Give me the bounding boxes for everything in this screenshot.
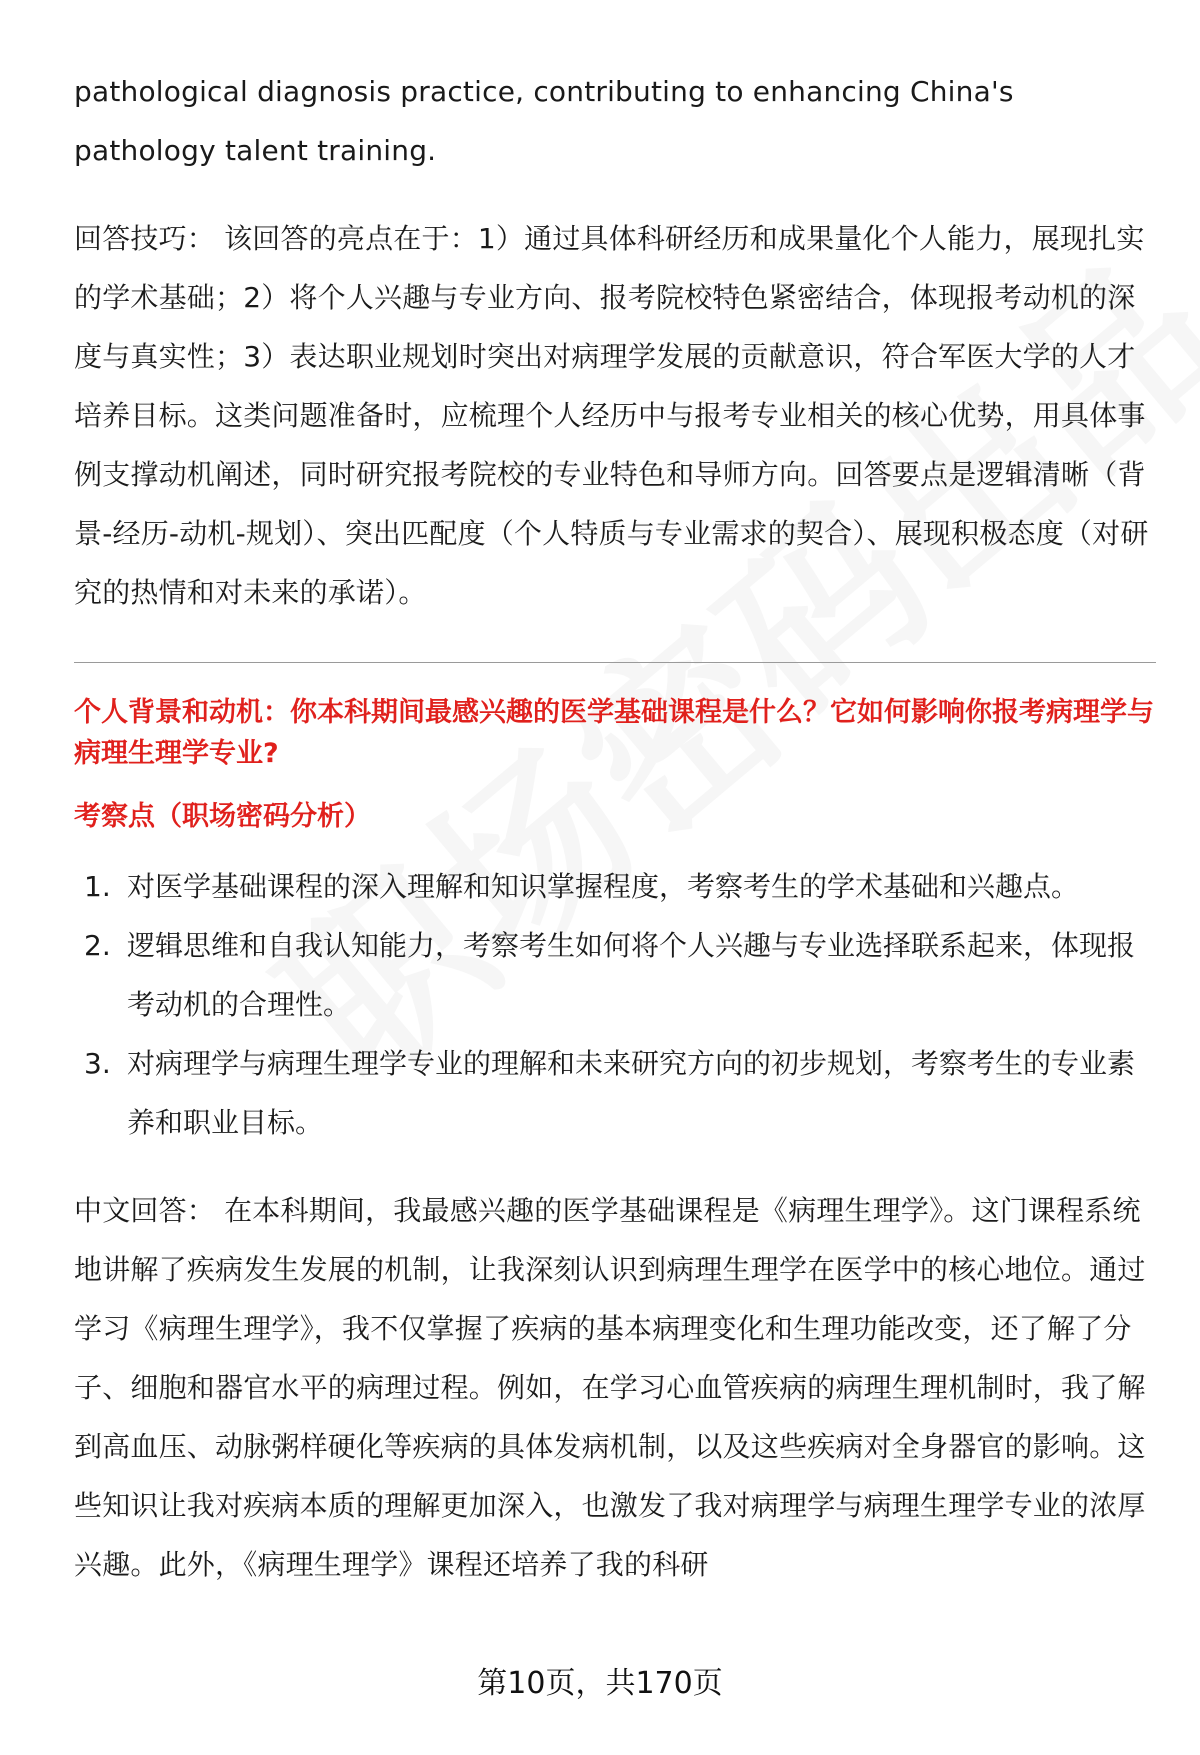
assessment-points-list (74, 857, 1156, 1152)
list-item (74, 857, 1156, 916)
chinese-answer-paragraph: 中文回答： 在本科期间，我最感兴趣的医学基础课程是《病理生理学》。这门课程系统地讲解了疾病发生发展的机制，让我深刻认识到病理生理学在医学中的核心地位。通过学习《病理生理学》，我不仅掌握了疾病的基本病理变化和生理功能改变，还了解了分子、细胞和器官水平的病理过程。例如，在学习心血管疾病的病理生理机制时，我了解到高血压、动脉粥样硬化等疾病的具体发病机制，以及这些疾病对全身器官的影响。这些知识让我对疾病本质的理解更加深入，也激发了我对病理学与病理生理学专业的浓厚兴趣。此外，《病理生理学》课程还培养了我的科研 (74, 1194, 1146, 1581)
section-divider (74, 662, 1156, 663)
question-title: 个人背景和动机：你本科期间最感兴趣的医学基础课程是什么？它如何影响你报考病理学与病理生理学专业? (74, 697, 1154, 769)
list-item-number: 3. (84, 1047, 111, 1080)
assessment-points-title: 考察点（职场密码分析） (74, 801, 371, 832)
list-item (74, 916, 1156, 1034)
list-item (74, 1034, 1156, 1152)
page-content (74, 62, 1156, 1594)
list-item-text: 对医学基础课程的深入理解和知识掌握程度，考察考生的学术基础和兴趣点。 (127, 870, 1080, 903)
list-item-number: 2. (84, 929, 111, 962)
list-item-text: 逻辑思维和自我认知能力，考察考生如何将个人兴趣与专业选择联系起来，体现报考动机的合理性。 (127, 929, 1136, 1021)
list-item-number: 1. (84, 870, 111, 903)
page-number-footer: 第10页，共170页 (477, 1666, 723, 1701)
answer-tips-paragraph: 回答技巧： 该回答的亮点在于：1）通过具体科研经历和成果量化个人能力，展现扎实的学术基础；2）将个人兴趣与专业方向、报考院校特色紧密结合，体现报考动机的深度与真实性；3）表达职业规划时突出对病理学发展的贡献意识，符合军医大学的人才培养目标。这类问题准备时，应梳理个人经历中与报考专业相关的核心优势，用具体事例支撑动机阐述，同时研究报考院校的专业特色和导师方向。回答要点是逻辑清晰（背景-经历-动机-规划）、突出匹配度（个人特质与专业需求的契合）、展现积极态度（对研究的热情和对未来的承诺）。 (74, 222, 1149, 609)
list-item-text: 对病理学与病理生理学专业的理解和未来研究方向的初步规划，考察考生的专业素养和职业目标。 (127, 1047, 1136, 1139)
intro-english-text: pathological diagnosis practice, contributing to enhancing China's pathology talent training. (74, 75, 1014, 167)
